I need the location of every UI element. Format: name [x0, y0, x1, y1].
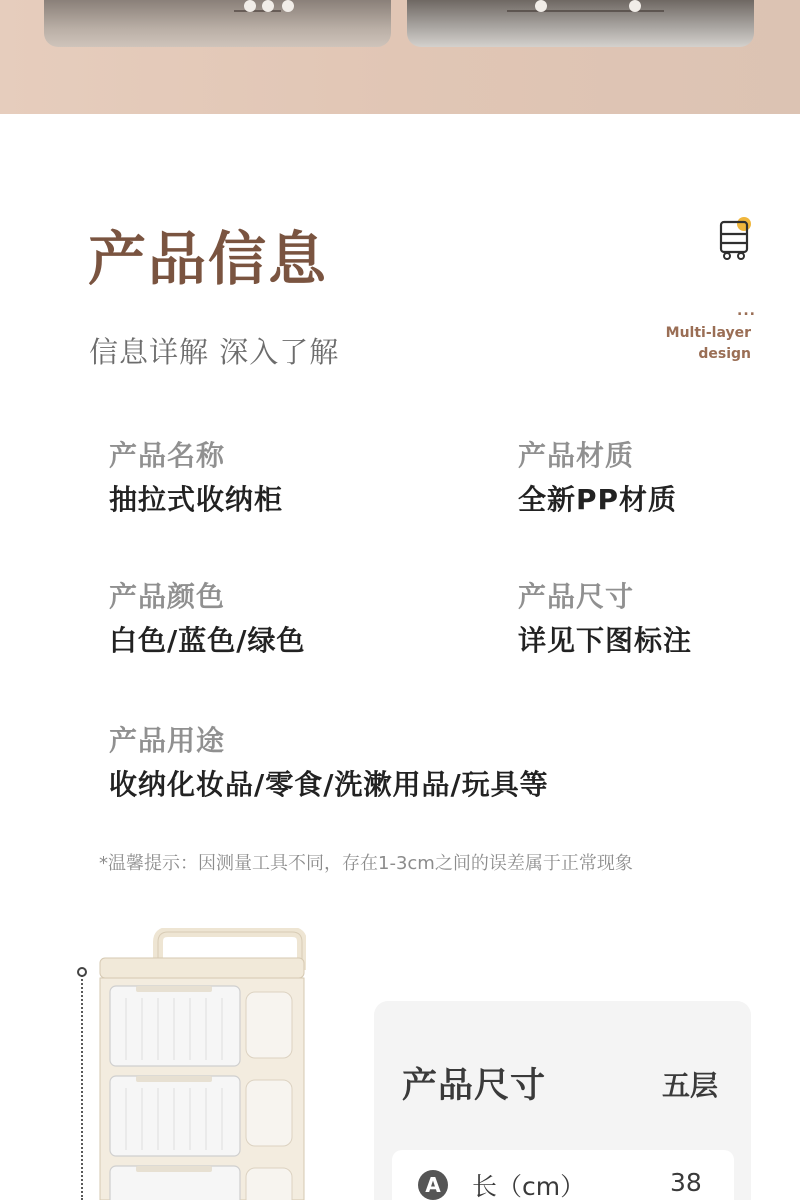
cabinet-illustration — [96, 928, 306, 1200]
measurement-tip: *温馨提示：因测量工具不同，存在1-3cm之间的误差属于正常现象 — [99, 853, 633, 874]
wheel-icon — [244, 0, 256, 12]
info-value-usage: 收纳化妆品/零食/洗漱用品/玩具等 — [109, 768, 549, 801]
info-label-material: 产品材质 — [518, 439, 635, 472]
wheel-icon — [262, 0, 274, 12]
product-photo-right — [407, 0, 754, 47]
wheel-icon — [535, 0, 547, 12]
section-title: 产品信息 — [88, 225, 329, 293]
wheel-icon — [629, 0, 641, 12]
size-card-title: 产品尺寸 — [402, 1066, 547, 1106]
height-dimension-line — [81, 972, 83, 1200]
size-row-label: 长（cm） — [472, 1172, 586, 1200]
cart-base — [507, 10, 664, 12]
top-photo-band — [0, 0, 800, 114]
cart-icon — [714, 214, 756, 262]
product-photo-left — [44, 0, 391, 47]
size-card-layers: 五层 — [662, 1069, 719, 1102]
cart-base — [234, 10, 281, 12]
info-label-name: 产品名称 — [109, 439, 226, 472]
wheel-icon — [282, 0, 294, 12]
info-label-size: 产品尺寸 — [518, 580, 635, 613]
badge-line-2: design — [698, 346, 751, 362]
badge-line-1: Multi-layer — [665, 325, 751, 341]
info-value-material: 全新PP材质 — [518, 483, 678, 516]
dimension-marker — [77, 967, 87, 977]
info-value-name: 抽拉式收纳柜 — [109, 483, 284, 516]
info-label-color: 产品颜色 — [109, 580, 226, 613]
badge-dots: ... — [737, 303, 756, 319]
info-value-color: 白色/蓝色/绿色 — [109, 624, 306, 657]
dimension-badge-a: A — [418, 1170, 448, 1200]
info-value-size: 详见下图标注 — [518, 624, 693, 657]
size-row-value: 38 — [670, 1168, 702, 1197]
info-label-usage: 产品用途 — [109, 724, 226, 757]
section-subtitle: 信息详解 深入了解 — [89, 335, 340, 369]
